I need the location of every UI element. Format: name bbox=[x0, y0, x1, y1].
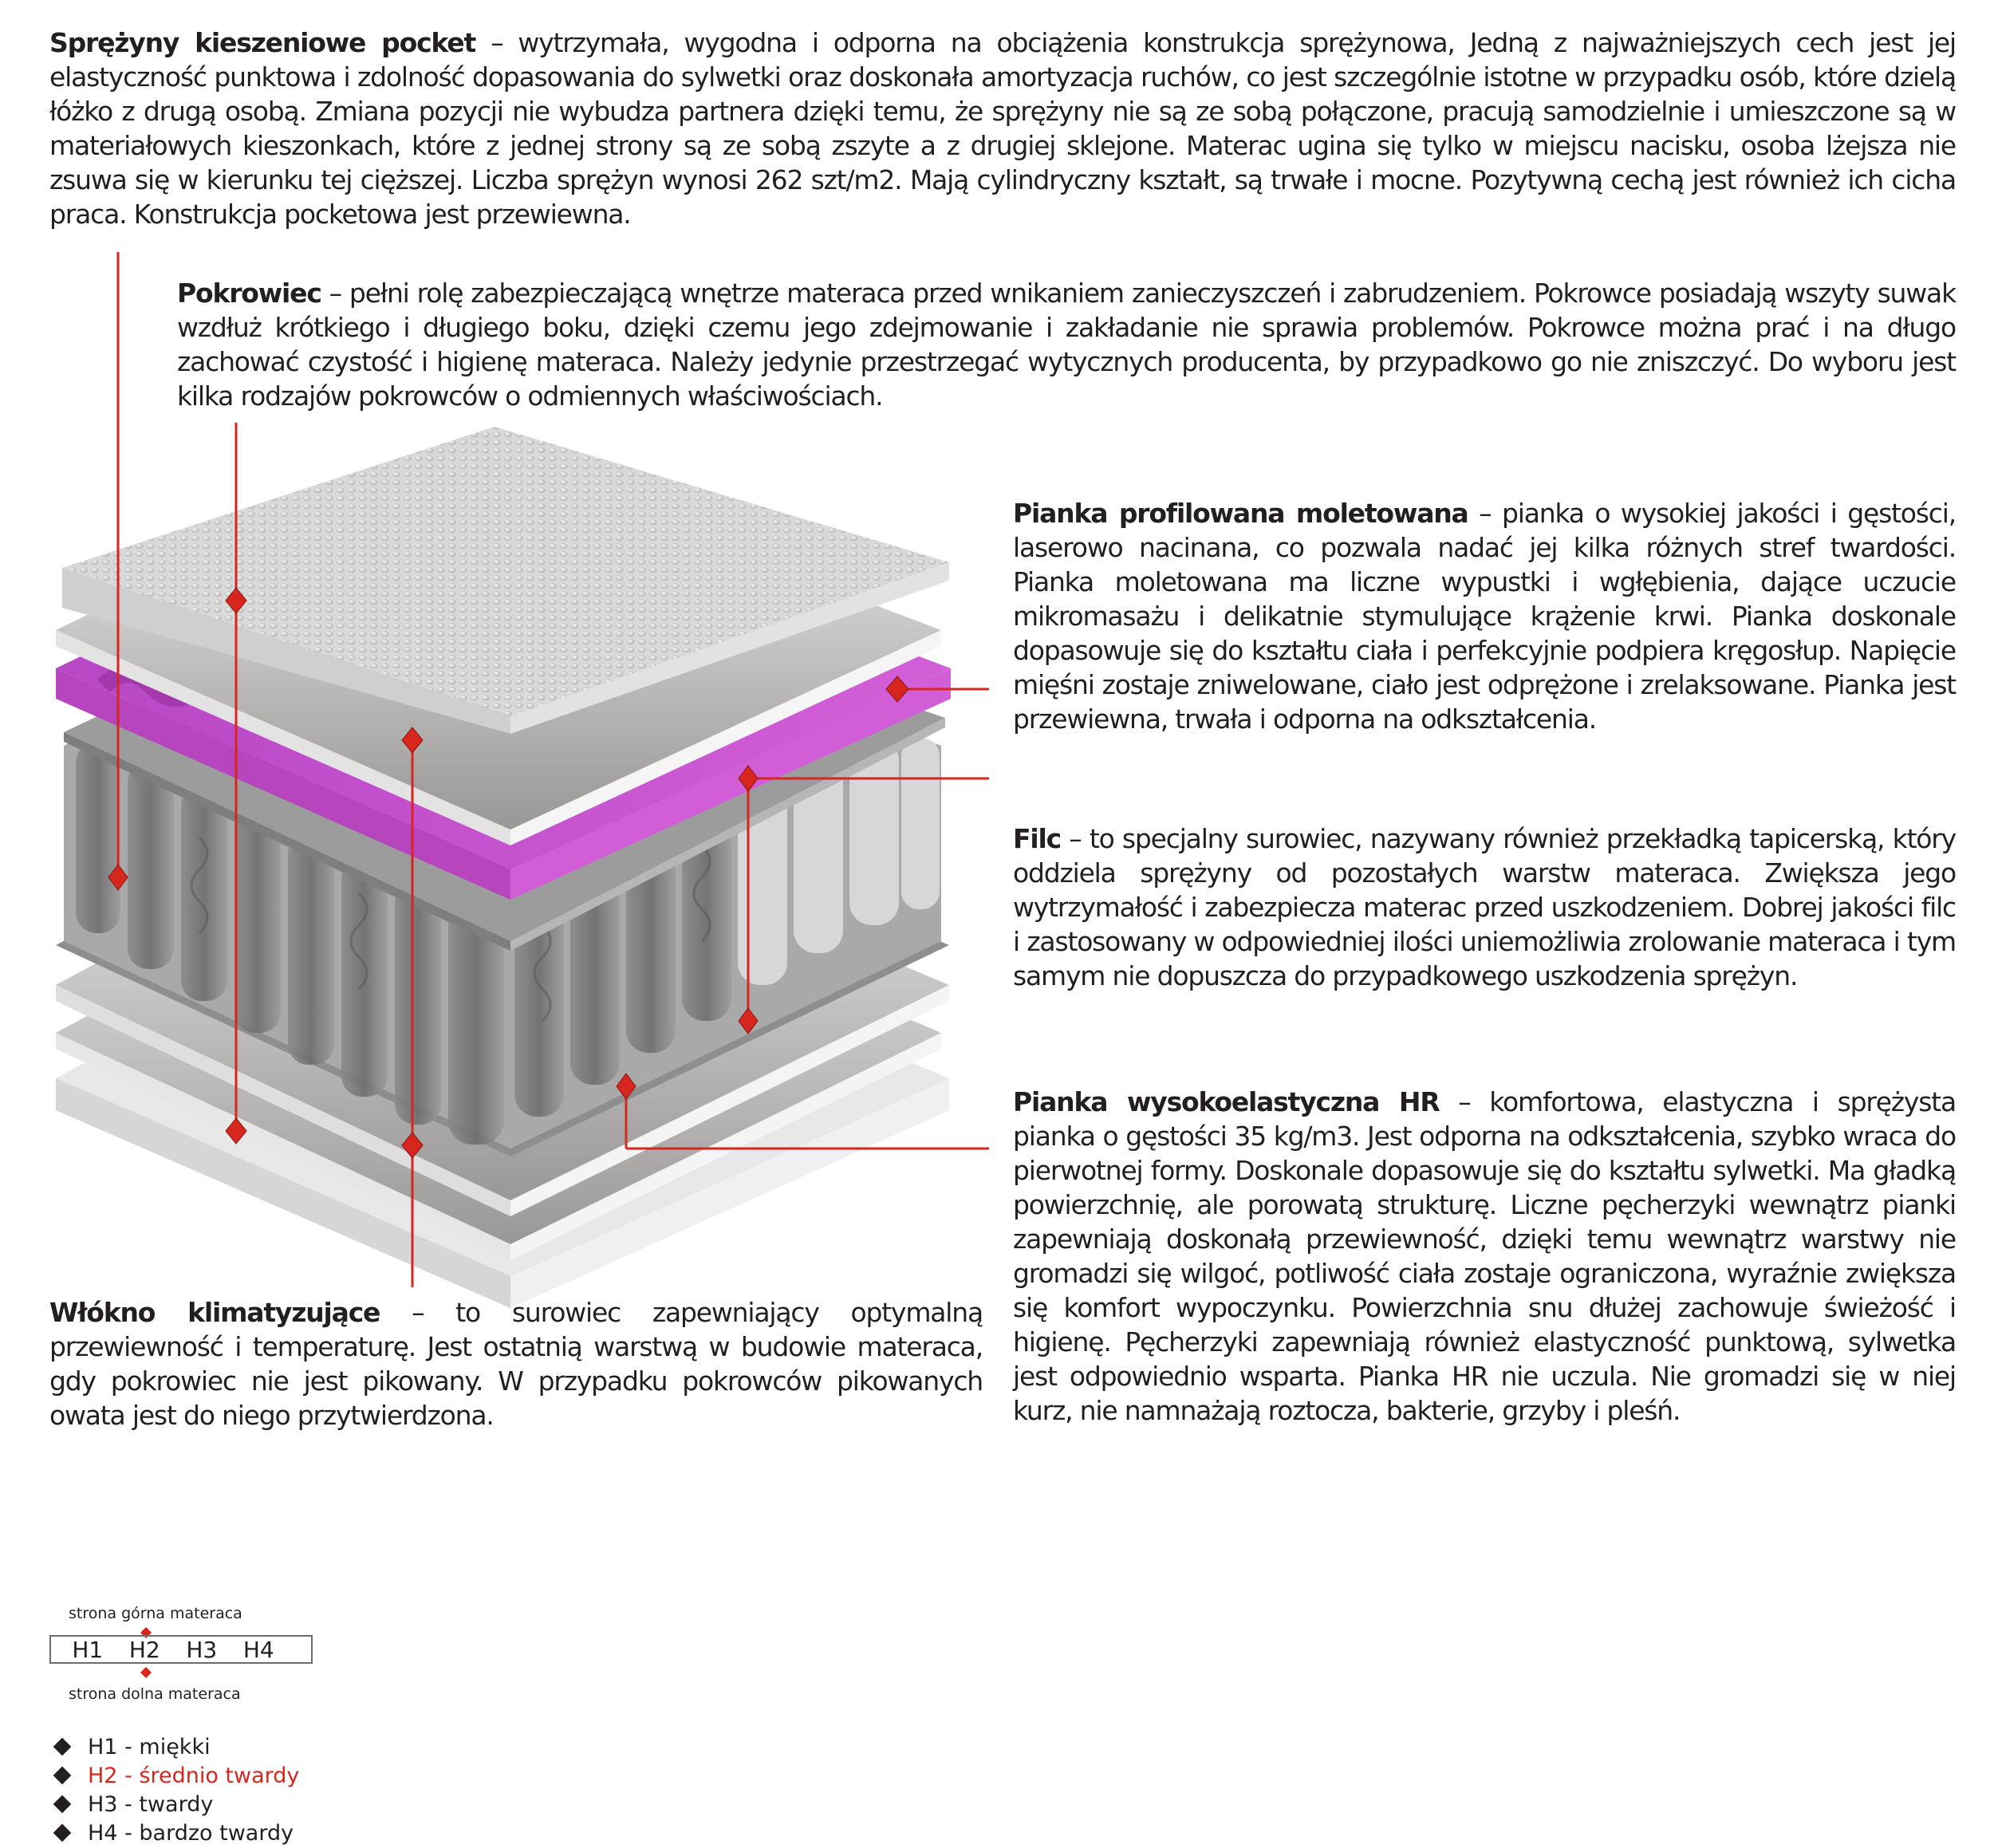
section-pocket-springs bbox=[49, 26, 1956, 231]
section-title: Pianka wysokoelastyczna HR bbox=[1013, 1086, 1440, 1117]
section-title: Filc bbox=[1013, 823, 1061, 854]
section-text: – to surowiec zapewniający optymalną przewiewność i temperaturę. Jest ostatnią warstwą w budowie materaca, gdy pokrowiec nie jest pikowany. W przypadku pokrowców pikowanych owata jest do niego przytwierdzona. bbox=[49, 1297, 983, 1431]
diamond-bullet-icon bbox=[53, 1824, 72, 1842]
firmness-h2: H2 bbox=[128, 1636, 160, 1663]
section-title: Pokrowiec bbox=[177, 278, 321, 309]
section-felt bbox=[1013, 822, 1956, 993]
section-text: – wytrzymała, wygodna i odporna na obciążenia konstrukcja sprężynowa, Jedną z najważniejszych cech jest jej elastyczność punktowa i zdolność dopasowania do sylwetki oraz doskonała amortyzacja ruchów, co jest szczególnie istotne w przypadku osób, które dzielą łóżko z drugą osobą. Zmiana pozycji nie wybudza partnera dzięki temu, że sprężyny nie są ze sobą połączone, pracują samodzielnie i umieszczone są w materiałowych kieszonkach, które z jednej strony są ze sobą zszyte a z drugiej sklejone. Materac ugina się tylko w miejscu nacisku, osoba lżejsza nie zsuwa się w kierunku tej cięższej. Liczba sprężyn wynosi 262 szt/m2. Mają cylindryczny kształt, są trwałe i mocne. Pozytywną cechą jest również ich cicha praca. Konstrukcja pocketowa jest przewiewna. bbox=[49, 27, 1956, 230]
legend-item-h2 bbox=[49, 1761, 299, 1790]
legend-label: H3 - twardy bbox=[88, 1791, 214, 1817]
firmness-h4: H4 bbox=[242, 1636, 274, 1663]
firmness-bottom-label: strona dolna materaca bbox=[69, 1685, 241, 1703]
diamond-bullet-icon bbox=[53, 1767, 72, 1785]
section-title: Sprężyny kieszeniowe pocket bbox=[49, 27, 476, 58]
legend-item-h4 bbox=[49, 1818, 299, 1847]
section-profiled-foam bbox=[1013, 496, 1956, 736]
section-text: – to specjalny surowiec, nazywany również przekładką tapicerską, który oddziela sprężyny od pozostałych warstw materaca. Zwiększa jego wytrzymałość i zabezpiecza materac przed uszkodzeniem. Dobrej jakości filc i zastosowany w odpowiedniej ilości uniemożliwia zrolowanie materaca i tym samym nie dopuszcza do przypadkowego uszkodzenia sprężyn. bbox=[1013, 823, 1956, 991]
legend-item-h1 bbox=[49, 1732, 299, 1761]
firmness-bottom-marker bbox=[140, 1667, 152, 1678]
diamond-bullet-icon bbox=[53, 1795, 72, 1814]
firmness-legend bbox=[49, 1732, 299, 1847]
section-climate-fiber bbox=[49, 1295, 983, 1432]
firmness-h3: H3 bbox=[186, 1636, 218, 1663]
section-title: Pianka profilowana moletowana bbox=[1013, 498, 1468, 529]
firmness-scale bbox=[49, 1635, 313, 1664]
legend-label: H2 - średnio twardy bbox=[88, 1763, 300, 1788]
section-title: Włókno klimatyzujące bbox=[49, 1297, 380, 1328]
section-text: – komfortowa, elastyczna i sprężysta pianka o gęstości 35 kg/m3. Jest odporna na odkształcenia, szybko wraca do pierwotnej formy. Doskonale dopasowuje się do kształtu sylwetki. Ma gładką powierzchnię, ale porowatą strukturę. Liczne pęcherzyki wewnątrz pianki zapewniają doskonałą przewiewność, dzięki temu wewnątrz warstwy nie gromadzi się wilgoć, potliwość ciała zostaje ograniczona, wyraźnie zwiększa się komfort wypoczynku. Powierzchnia snu dłużej zachowuje świeżość i higienę. Pęcherzyki zapewniają również elastyczność punktową, sylwetka jest odpowiednio wsparta. Pianka HR nie uczula. Nie gromadzi się w niej kurz, nie namnażają roztocza, bakterie, grzyby i pleśń. bbox=[1013, 1086, 1956, 1426]
legend-item-h3 bbox=[49, 1790, 299, 1818]
legend-label: H4 - bardzo twardy bbox=[88, 1820, 294, 1846]
section-text: – pianka o wysokiej jakości i gęstości, laserowo nacinana, co pozwala nadać jej kilka różnych stref twardości. Pianka moletowana ma liczne wypustki i wgłębienia, dające uczucie mikromasażu i delikatnie stymulujące krążenie krwi. Pianka doskonale dopasowuje się do kształtu ciała i perfekcyjnie podpiera kręgosłup. Napięcie mięśni zostaje zniwelowane, ciało jest odprężone i zrelaksowane. Pianka jest przewiewna, trwała i odporna na odkształcenia. bbox=[1013, 498, 1956, 735]
diamond-bullet-icon bbox=[53, 1738, 72, 1756]
section-text: – pełni rolę zabezpieczającą wnętrze materaca przed wnikaniem zanieczyszczeń i zabrudzeniem. Pokrowce posiadają wszyty suwak wzdłuż krótkiego i długiego boku, dzięki czemu jego zdejmowanie i zakładanie nie sprawia problemów. Pokrowce można prać i na długo zachować czystość i higienę materaca. Należy jedynie przestrzegać wytycznych producenta, by przypadkowo go nie zniszczyć. Do wyboru jest kilka rodzajów pokrowców o odmiennych właściwościach. bbox=[177, 278, 1956, 412]
section-hr-foam bbox=[1013, 1085, 1956, 1428]
firmness-h1: H1 bbox=[72, 1636, 104, 1663]
section-cover bbox=[177, 276, 1956, 413]
firmness-top-label: strona górna materaca bbox=[69, 1605, 242, 1622]
legend-label: H1 - miękki bbox=[88, 1734, 211, 1759]
